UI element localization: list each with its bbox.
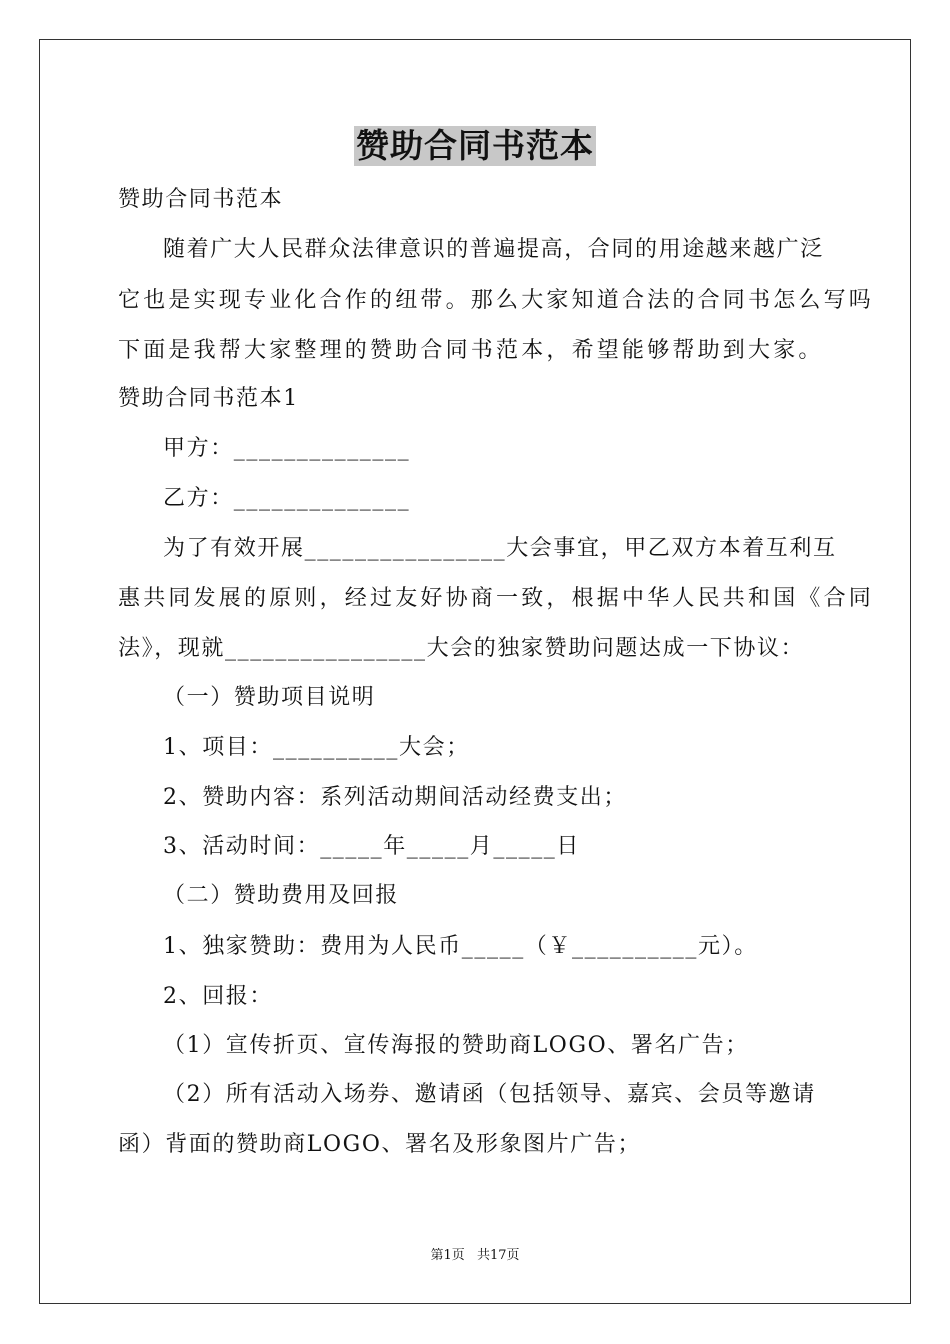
page-border <box>39 39 911 1304</box>
party-b-line: 乙方：______________ <box>163 486 411 511</box>
paragraph-line: 为了有效开展________________大会事宜，甲乙双方本着互利互 <box>163 536 837 561</box>
paragraph-line: 下面是我帮大家整理的赞助合同书范本，希望能够帮助到大家。 <box>118 338 824 363</box>
clause-subitem-continued: 函）背面的赞助商LOGO、署名及形象图片广告； <box>118 1132 642 1157</box>
page-footer <box>0 1248 950 1264</box>
page-total: 共17页 <box>476 1248 520 1263</box>
paragraph-line: 它也是实现专业化合作的纽带。那么大家知道合法的合同书怎么写吗 <box>118 288 875 313</box>
clause-subitem: （1）宣传折页、宣传海报的赞助商LOGO、署名广告； <box>163 1033 749 1058</box>
paragraph-line: 惠共同发展的原则，经过友好协商一致，根据中华人民共和国《合同 <box>118 586 875 611</box>
clause-item: 1、独家赞助：费用为人民币_____（￥__________元）。 <box>163 934 758 959</box>
clause-heading: （一）赞助项目说明 <box>163 685 376 710</box>
section-heading: 赞助合同书范本1 <box>118 386 299 411</box>
paragraph-line: 法》，现就________________大会的独家赞助问题达成一下协议： <box>118 636 805 661</box>
clause-item: 2、赞助内容：系列活动期间活动经费支出； <box>163 785 627 810</box>
paragraph-line: 随着广大人民群众法律意识的普遍提高，合同的用途越来越广泛 <box>163 237 824 262</box>
clause-heading: （二）赞助费用及回报 <box>163 883 400 908</box>
party-a-line: 甲方：______________ <box>163 436 411 461</box>
document-title: 赞助合同书范本 <box>356 126 594 165</box>
clause-item: 1、项目：__________大会； <box>163 735 470 760</box>
clause-item: 3、活动时间：_____年_____月_____日 <box>163 834 580 859</box>
clause-item: 2、回报： <box>163 984 273 1009</box>
subtitle-line: 赞助合同书范本 <box>118 187 284 212</box>
page-current: 第1页 <box>430 1248 465 1263</box>
title-container <box>0 126 950 166</box>
clause-subitem: （2）所有活动入场券、邀请函（包括领导、嘉宾、会员等邀请 <box>163 1082 816 1107</box>
